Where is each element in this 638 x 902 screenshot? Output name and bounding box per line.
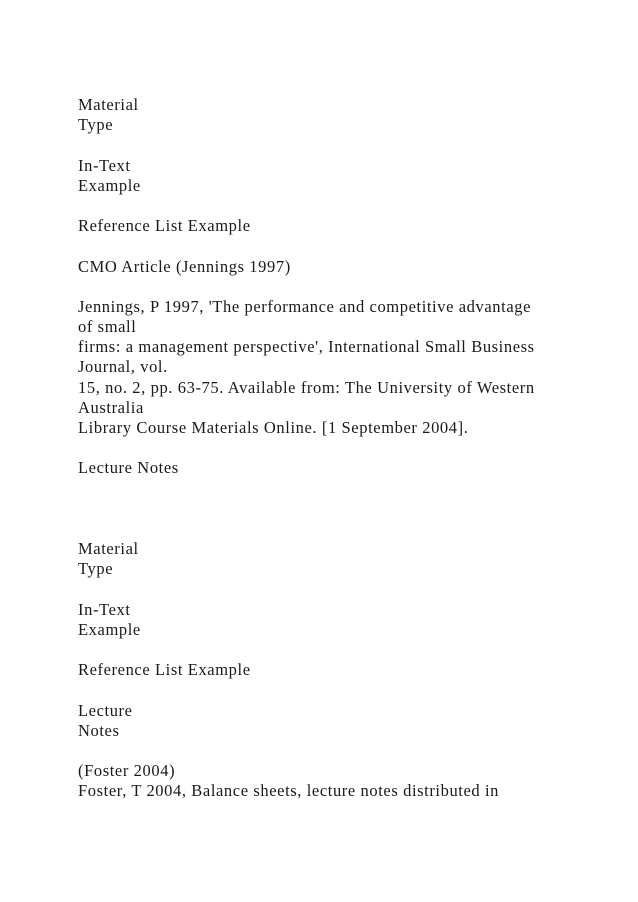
spacer [78, 479, 598, 540]
spacer [78, 438, 598, 458]
material-type-label: Material [78, 539, 139, 559]
section-heading: Lecture Notes [78, 458, 179, 478]
entry-title: CMO Article (Jennings 1997) [78, 256, 291, 276]
reference-entry-line: Foster, T 2004, Balance sheets, lecture notes distributed in [78, 781, 500, 801]
in-text-label: Example [78, 619, 141, 639]
reference-list-label: Reference List Example [78, 660, 251, 680]
spacer [78, 741, 598, 761]
reference-entry-line: firms: a management perspective', International Small Business [78, 337, 535, 357]
in-text-label: Example [78, 175, 141, 195]
material-type-label: Type [78, 115, 114, 135]
document-text [78, 95, 598, 802]
entry-title: Notes [78, 720, 120, 740]
reference-list-label: Reference List Example [78, 216, 251, 236]
reference-entry-line: Journal, vol. [78, 357, 168, 377]
reference-entry-line: Jennings, P 1997, 'The performance and competitive advantage [78, 296, 532, 316]
material-type-label: Type [78, 559, 114, 579]
spacer [78, 680, 598, 700]
spacer [78, 196, 598, 216]
material-type-label: Material [78, 95, 139, 114]
entry-title: Lecture [78, 700, 133, 720]
spacer [78, 277, 598, 297]
reference-entry-line: (Foster 2004) [78, 761, 176, 781]
reference-entry-line: of small [78, 317, 137, 337]
spacer [78, 236, 598, 256]
spacer [78, 135, 598, 155]
reference-entry-line: Library Course Materials Online. [1 September 2004]. [78, 418, 469, 437]
spacer [78, 580, 598, 600]
reference-entry-line: Australia [78, 397, 144, 417]
reference-entry-line: 15, no. 2, pp. 63-75. Available from: The University of Western [78, 377, 535, 397]
spacer [78, 640, 598, 660]
in-text-label: In-Text [78, 155, 131, 175]
in-text-label: In-Text [78, 599, 131, 619]
